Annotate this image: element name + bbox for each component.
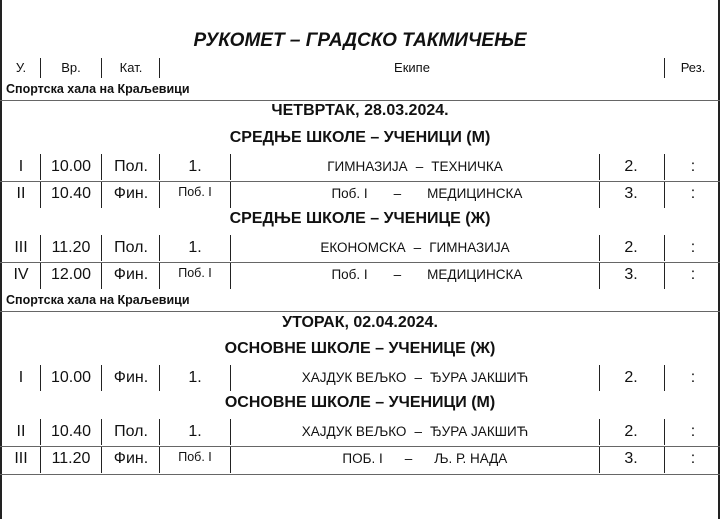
match-next: 3. [624,185,638,202]
match-round: IV [13,266,29,283]
group-heading: СРЕДЊЕ ШКОЛЕ – УЧЕНИЦЕ (Ж) [229,210,491,227]
column-divider [230,419,231,445]
column-divider [101,154,102,180]
match-time: 10.00 [50,158,92,175]
header-result: Рез. [680,60,706,75]
column-divider [230,263,231,289]
team-dash: – [404,451,413,466]
date-heading: ЧЕТВРТАК, 28.03.2024. [271,102,449,119]
column-divider [40,154,41,180]
team-dash: – [413,240,422,255]
match-game: 1. [188,158,202,175]
venue-label: Спортска хала на Краљевици [6,82,190,96]
column-divider [230,365,231,391]
section-divider [0,311,720,312]
row-divider [0,446,720,447]
column-divider [101,365,102,391]
column-divider [101,263,102,289]
team-home: ПОБ. I [342,451,383,466]
team-away: Љ. Р. НАДА [434,451,508,466]
date-heading: УТОРАК, 02.04.2024. [282,314,438,331]
team-home: Поб. I [331,186,368,201]
match-result: : [690,266,696,283]
match-next: 2. [624,158,638,175]
row-divider [0,181,720,182]
match-next: 2. [624,239,638,256]
match-time: 11.20 [51,450,91,467]
column-divider [101,447,102,473]
team-away: МЕДИЦИНСКА [427,267,523,282]
team-home: ХАЈДУК ВЕЉКО [301,370,407,385]
match-game: Поб. I [178,450,212,464]
team-dash: – [393,267,402,282]
team-away: ЂУРА ЈАКШИЋ [429,370,529,385]
column-divider [230,447,231,473]
match-round: II [16,423,26,440]
column-divider [40,447,41,473]
row-divider [0,474,720,475]
team-away: ГИМНАЗИЈА [429,240,510,255]
team-dash: – [393,186,402,201]
group-heading: ОСНОВНЕ ШКОЛЕ – УЧЕНИЦЕ (Ж) [224,340,496,357]
header-divider [101,58,102,78]
match-category: Фин. [113,450,149,467]
match-teams [232,264,598,286]
header-round: У. [15,60,27,75]
match-time: 12.00 [50,266,92,283]
page-title: РУКОМЕТ – ГРАДСКО ТАКМИЧЕЊЕ [193,30,527,51]
match-next: 2. [624,369,638,386]
column-divider [230,182,231,208]
match-time: 10.40 [50,185,92,202]
column-divider [664,365,665,391]
column-divider [664,154,665,180]
page-left-border [0,0,2,519]
column-divider [664,263,665,289]
column-divider [40,365,41,391]
team-away: ЂУРА ЈАКШИЋ [429,424,529,439]
venue-label: Спортска хала на Краљевици [6,293,190,307]
match-game: 1. [188,369,202,386]
team-dash: – [414,424,422,439]
team-home: Поб. I [331,267,368,282]
match-game: Поб. I [178,185,212,199]
section-divider [0,100,720,101]
column-divider [101,182,102,208]
match-next: 3. [624,450,638,467]
column-divider [664,447,665,473]
team-away: ТЕХНИЧКА [431,159,503,174]
match-category: Фин. [113,185,149,202]
match-result: : [690,369,696,386]
header-divider [664,58,665,78]
match-result: : [690,185,696,202]
match-game: 1. [188,239,202,256]
column-divider [230,154,231,180]
match-game: 1. [188,423,202,440]
team-dash: – [414,370,422,385]
match-round: III [14,239,28,256]
match-category: Пол. [114,158,148,175]
match-teams [232,421,598,443]
column-divider [101,235,102,261]
match-result: : [690,423,696,440]
match-result: : [690,158,696,175]
column-divider [40,182,41,208]
match-round: II [16,185,26,202]
match-teams [232,156,598,178]
column-divider [40,235,41,261]
match-category: Пол. [114,423,148,440]
match-next: 2. [624,423,638,440]
match-category: Фин. [113,369,149,386]
match-result: : [690,450,696,467]
match-teams [232,183,598,205]
match-time: 11.20 [51,239,91,256]
match-round: III [14,450,28,467]
column-divider [40,419,41,445]
column-divider [101,419,102,445]
match-teams [232,448,598,470]
column-divider [664,182,665,208]
row-divider [0,262,720,263]
header-time: Вр. [61,60,81,75]
match-time: 10.40 [50,423,92,440]
column-divider [230,235,231,261]
team-home: ХАЈДУК ВЕЉКО [301,424,407,439]
header-category: Кат. [119,60,143,75]
match-game: Поб. I [178,266,212,280]
match-category: Пол. [114,239,148,256]
group-heading: СРЕДЊЕ ШКОЛЕ – УЧЕНИЦИ (М) [229,129,491,146]
column-divider [664,419,665,445]
match-result: : [690,239,696,256]
match-round: I [18,369,24,386]
team-home: ГИМНАЗИЈА [327,159,408,174]
group-heading: ОСНОВНЕ ШКОЛЕ – УЧЕНИЦИ (М) [224,394,496,411]
match-teams [232,367,598,389]
match-category: Фин. [113,266,149,283]
header-divider [40,58,41,78]
column-divider [664,235,665,261]
match-round: I [18,158,24,175]
match-time: 10.00 [50,369,92,386]
match-next: 3. [624,266,638,283]
match-teams [232,237,598,259]
team-dash: – [415,159,424,174]
header-teams: Екипе [394,60,430,75]
team-away: МЕДИЦИНСКА [427,186,523,201]
column-divider [40,263,41,289]
team-home: ЕКОНОМСКА [320,240,406,255]
